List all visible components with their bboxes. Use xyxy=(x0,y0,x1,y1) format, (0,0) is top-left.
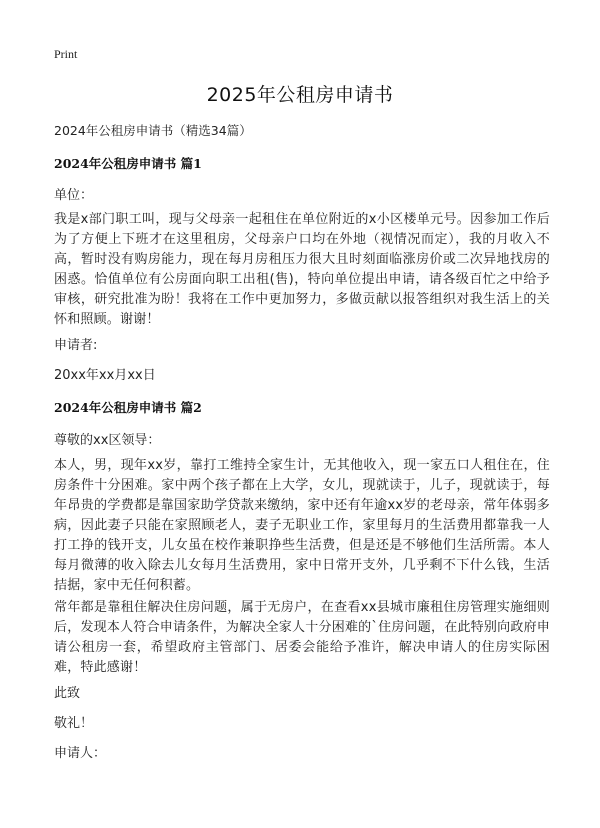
closing-salute: 敬礼！ xyxy=(54,716,94,731)
section-heading-2: 2024年公租房申请书 篇2 xyxy=(54,400,202,415)
paragraph-2-2: 常年都是靠租住解决住房问题，属于无房户，在查看xx县城市廉租住房管理实施细则后，发现本人符合申请条件，为解决全家人十分困难的`住房问题，在此特别向政府申请公租房一套，希望政府主管部门、居委会能给予准许，解决申请人的住房实际困难，特此感谢！ xyxy=(54,600,550,675)
paragraph-1-1: 我是x部门职工叫，现与父母亲一起租住在单位附近的x小区楼单元号。因参加工作后为了方便上下班才在这里租房，父母亲户口均在外地（视情况而定），我的月收入不高，暂时没有购房能力，现在每月房租压力很大且时刻面临涨房价或二次异地找房的困惑。恰值单位有公房面向职工出租(售)，特向单位提出申请，请各级百忙之中给予审核，研究批准为盼！我将在工作中更加努力，多做贡献以报答组织对我生活上的关怀和照顾。谢谢！ xyxy=(54,212,550,327)
paragraph-2-1: 本人，男，现年xx岁，靠打工维持全家生计，无其他收入，现一家五口人租住在，住房条件十分困难。家中两个孩子都在上大学，女儿，现就读于，儿子，现就读于，每年昂贵的学费都是靠国家助学贷款来缴纳，家中还有年逾xx岁的老母亲，常年体弱多病，因此妻子只能在家照顾老人，妻子无职业工作，家里每月的生活费用都靠我一人打工挣的钱开支，儿女虽在校作兼职挣些生活费，但是还是不够他们生活所需。本人每月微薄的收入除去儿女每月生活费用，家中日常开支外，几乎剩不下什么钱，生活拮据，家中无任何积蓄。 xyxy=(54,458,550,593)
date-1: 20xx年xx月xx日 xyxy=(54,368,156,383)
print-link[interactable]: Print xyxy=(54,47,78,61)
closing-greeting: 此致 xyxy=(54,686,81,701)
salutation-2: 尊敬的xx区领导： xyxy=(54,433,161,448)
salutation-1: 单位： xyxy=(54,188,94,203)
document-subtitle: 2024年公租房申请书（精选34篇） xyxy=(54,123,252,138)
applicant-label-1: 申请者: xyxy=(54,338,98,353)
section-heading-1: 2024年公租房申请书 篇1 xyxy=(54,156,202,171)
page-title: 2025年公租房申请书 xyxy=(206,84,394,106)
applicant-label-2: 申请人： xyxy=(54,746,107,761)
